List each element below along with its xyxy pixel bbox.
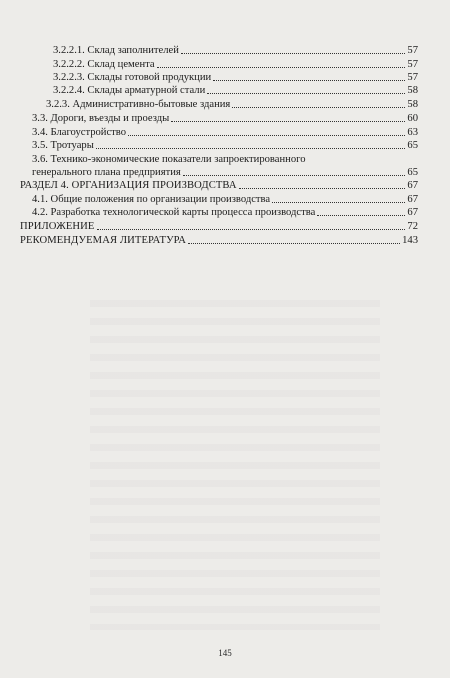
toc-entry-page: 67 (407, 194, 418, 205)
toc-entry-title: 3.6. Технико-экономические показатели запроектированного (32, 154, 306, 165)
toc-entry (32, 193, 418, 206)
toc-entry-page: 63 (407, 127, 418, 138)
show-through-background (90, 300, 380, 630)
toc-entry-page: 67 (407, 180, 418, 191)
toc-entry (32, 112, 418, 125)
toc-entry-page: 58 (407, 99, 418, 110)
toc-entry-page: 65 (407, 167, 418, 178)
toc-entry (32, 139, 418, 152)
toc-entry-page: 65 (407, 140, 418, 151)
dot-leader (97, 229, 406, 230)
dot-leader (128, 135, 405, 136)
toc-entry-title: РЕКОМЕНДУЕМАЯ ЛИТЕРАТУРА (20, 235, 187, 246)
toc-entry (32, 126, 418, 139)
dot-leader (207, 93, 405, 94)
dot-leader (239, 188, 406, 189)
toc-entry (20, 179, 418, 192)
toc-entry-title: 3.4. Благоустройство (32, 127, 127, 138)
toc-entry-title: 3.2.2.2. Склад цемента (53, 59, 155, 70)
toc-entry-title: 3.2.2.4. Склады арматурной стали (53, 85, 206, 96)
dot-leader (157, 67, 406, 68)
toc-entry-title: 3.2.2.3. Склады готовой продукции (53, 72, 212, 83)
toc-entry (46, 98, 418, 111)
toc-entry-page: 57 (407, 59, 418, 70)
toc-entry-title: 3.2.3. Административно-бытовые здания (46, 99, 231, 110)
dot-leader (317, 215, 405, 216)
dot-leader (181, 53, 406, 54)
toc-entry-title: 3.2.2.1. Склад заполнителей (53, 45, 179, 56)
page-number: 145 (218, 648, 232, 658)
toc-entry-title: РАЗДЕЛ 4. ОРГАНИЗАЦИЯ ПРОИЗВОДСТВА (20, 180, 237, 191)
toc-entry-page: 57 (407, 72, 418, 83)
dot-leader (188, 243, 400, 244)
toc-entry-page: 72 (407, 221, 418, 232)
toc-entry (53, 58, 418, 71)
dot-leader (171, 121, 405, 122)
dot-leader (272, 202, 405, 203)
toc-entry-title: ПРИЛОЖЕНИЕ (20, 221, 95, 232)
toc-entry (53, 44, 418, 57)
toc-entry-title: 4.1. Общие положения по организации производства (32, 194, 271, 205)
toc-entry-title-continued: генерального плана предприятия (32, 167, 181, 178)
dot-leader (232, 107, 405, 108)
toc-entry (20, 234, 418, 247)
toc-entry-page: 57 (407, 45, 418, 56)
toc-entry (32, 153, 418, 179)
dot-leader (96, 148, 406, 149)
toc-entry-page: 67 (407, 207, 418, 218)
dot-leader (183, 175, 406, 176)
toc-entry (20, 220, 418, 233)
toc-entry-title: 3.3. Дороги, въезды и проезды (32, 113, 170, 124)
toc-entry-title: 4.2. Разработка технологической карты процесса производства (32, 207, 316, 218)
dot-leader (213, 80, 405, 81)
toc-entry-page: 60 (407, 113, 418, 124)
toc-entry-page: 143 (402, 235, 418, 246)
toc-entry-page: 58 (407, 85, 418, 96)
toc-entry-title: 3.5. Тротуары (32, 140, 94, 151)
toc-entry (53, 71, 418, 84)
toc-entry (53, 84, 418, 97)
toc-entry (32, 206, 418, 219)
